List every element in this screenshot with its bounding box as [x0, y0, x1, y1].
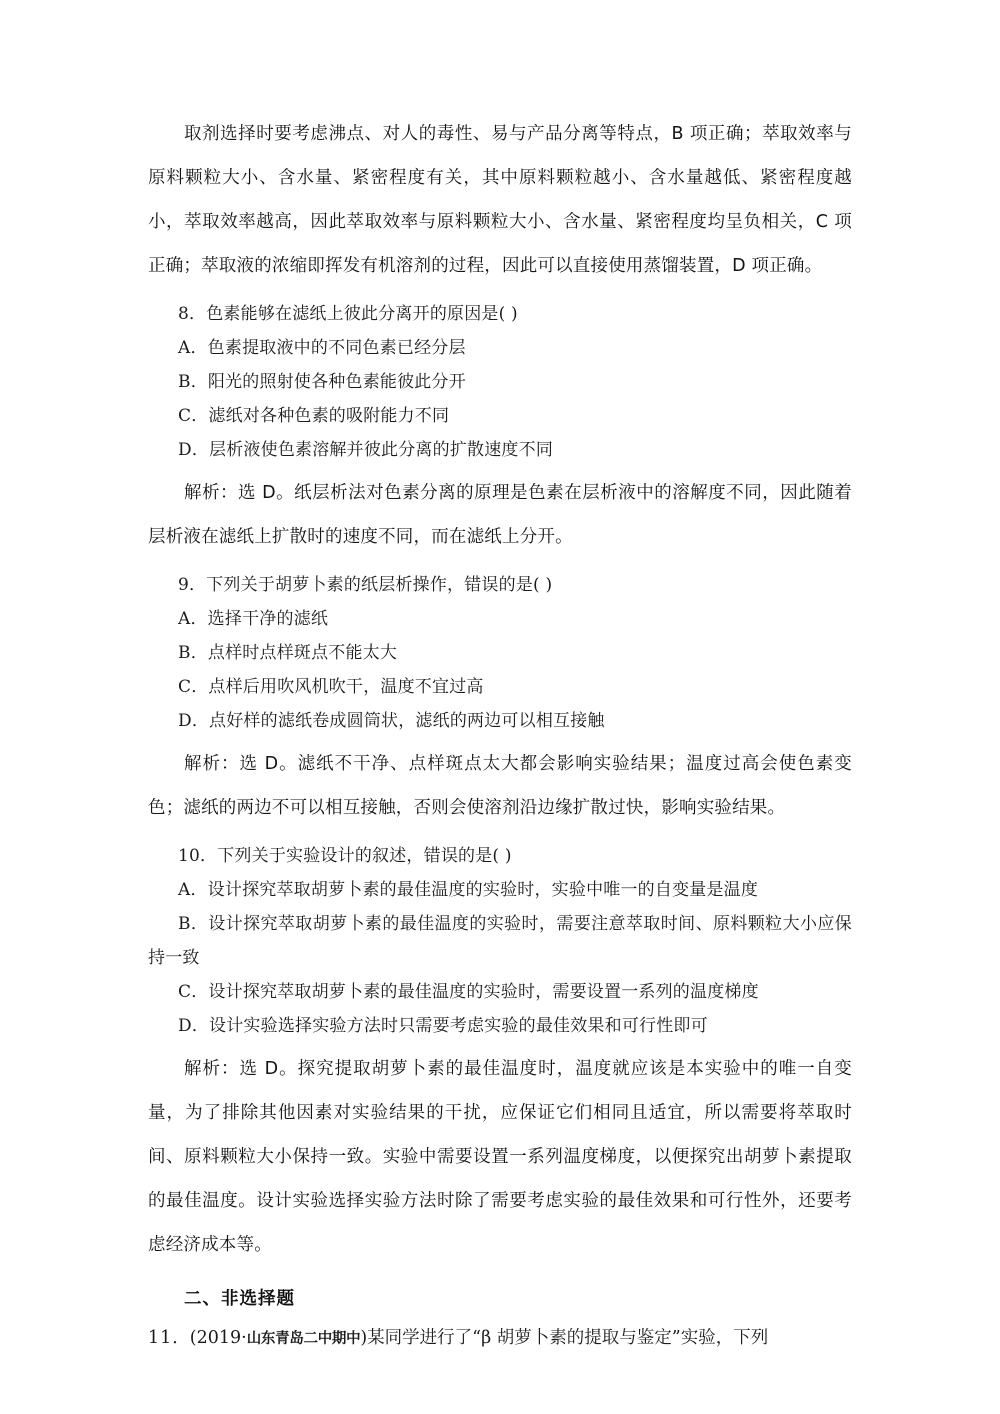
question-option-8-C[interactable]: C．滤纸对各种色素的吸附能力不同	[178, 406, 450, 426]
question-option-9-C[interactable]: C．点样后用吹风机吹干，温度不宜过高	[178, 677, 484, 697]
question-option-10-C[interactable]: C．设计探究萃取胡萝卜素的最佳温度的实验时，需要设置一系列的温度梯度	[178, 982, 759, 1002]
section-heading-non-choice: 二、非选择题	[184, 1289, 295, 1309]
explanation-paragraph-continued: 取剂选择时要考虑沸点、对人的毒性、易与产品分离等特点，B 项正确；萃取效率与原料颗粒大小、含水量、紧密程度有关，其中原料颗粒越小、含水量越低、紧密程度越小，萃取效率越高，因此萃取效率与原料颗粒大小、含水量、紧密程度均呈负相关，C 项正确；萃取液的浓缩即挥发有机溶剂的过程，因此可以直接使用蒸馏装置，D 项正确。	[148, 124, 852, 276]
explanation-10: 解析：选 D。探究提取胡萝卜素的最佳温度时，温度就应该是本实验中的唯一自变量，为了排除其他因素对实验结果的干扰，应保证它们相同且适宜，所以需要将萃取时间、原料颗粒大小保持一致。实验中需要设置一系列温度梯度，以便探究出胡萝卜素提取的最佳温度。设计实验选择实验方法时除了需要考虑实验的最佳效果和可行性外，还要考虑经济成本等。	[148, 1059, 852, 1255]
question-option-8-D[interactable]: D．层析液使色素溶解并彼此分离的扩散速度不同	[178, 440, 554, 460]
question-option-9-B[interactable]: B．点样时点样斑点不能太大	[178, 643, 398, 663]
explanation-8: 解析：选 D。纸层析法对色素分离的原理是色素在层析液中的溶解度不同，因此随着层析液在滤纸上扩散时的速度不同，而在滤纸上分开。	[148, 483, 852, 547]
question-option-8-A[interactable]: A．色素提取液中的不同色素已经分层	[178, 338, 466, 358]
question-option-10-D[interactable]: D．设计实验选择实验方法时只需要考虑实验的最佳效果和可行性即可	[178, 1016, 708, 1036]
question-option-9-A[interactable]: A．选择干净的滤纸	[178, 609, 329, 629]
question-11-dot: ．	[172, 1328, 190, 1348]
question-11-source: 山东青岛二中期中	[246, 1331, 361, 1347]
question-stem-8: 8．色素能够在滤纸上彼此分离开的原因是( )	[178, 304, 518, 324]
question-stem-9: 9．下列关于胡萝卜素的纸层析操作，错误的是( )	[178, 575, 553, 595]
question-11-number: 11	[148, 1328, 173, 1348]
explanation-9: 解析：选 D。滤纸不干净、点样斑点太大都会影响实验结果；温度过高会使色素变色；滤纸的两边不可以相互接触，否则会使溶剂沿边缘扩散过快，影响实验结果。	[148, 754, 852, 818]
question-stem-10: 10．下列关于实验设计的叙述，错误的是( )	[178, 846, 512, 866]
question-option-8-B[interactable]: B．阳光的照射使各种色素能彼此分开	[178, 372, 466, 392]
question-11-open-paren: (2019·	[189, 1328, 247, 1348]
question-11-text: 某同学进行了“β 胡萝卜素的提取与鉴定”实验，下列	[367, 1328, 769, 1348]
question-option-10-B[interactable]: B．设计探究萃取胡萝卜素的最佳温度的实验时，需要注意萃取时间、原料颗粒大小应保持一致	[148, 914, 852, 968]
page-content	[148, 112, 852, 1358]
question-option-9-D[interactable]: D．点好样的滤纸卷成圆筒状，滤纸的两边可以相互接触	[178, 711, 605, 731]
question-stem-11	[148, 1319, 852, 1358]
question-option-10-A[interactable]: A．设计探究萃取胡萝卜素的最佳温度的实验时，实验中唯一的自变量是温度	[178, 880, 759, 900]
question-11-close-paren: )	[360, 1328, 368, 1348]
